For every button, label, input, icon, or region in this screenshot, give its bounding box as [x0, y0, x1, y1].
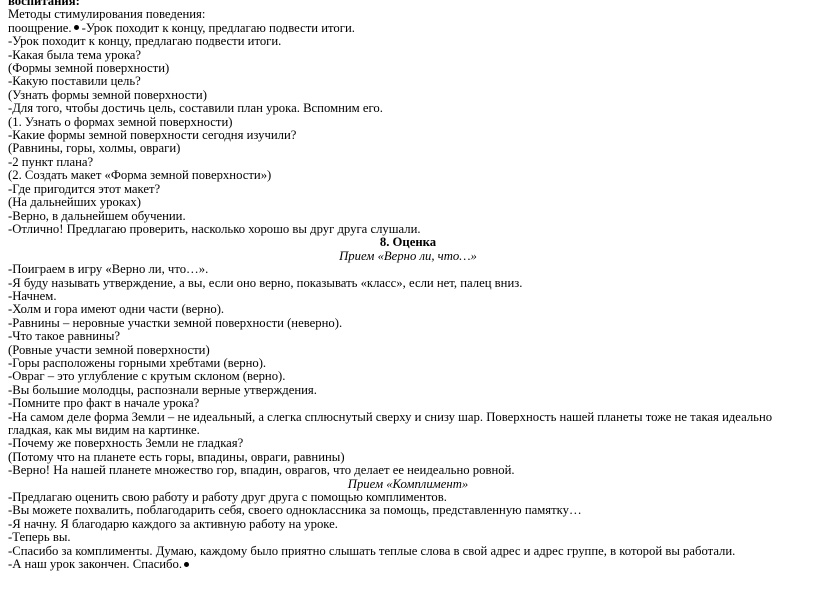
- text-line: -Что такое равнины?: [8, 329, 121, 344]
- text-line: -Горы расположены горными хребтами (верно).: [8, 355, 267, 370]
- text-line: -Равнины – неровные участки земной поверхности (неверно).: [8, 315, 343, 330]
- text-line: Методы стимулирования поведения:: [8, 7, 206, 22]
- bullet-icon: [184, 562, 189, 567]
- text-line: [8, 22, 808, 35]
- text-fragment: -Урок походит к концу, предлагаю подвести итоги.: [81, 20, 355, 35]
- text-fragment: поощрение.: [8, 20, 72, 35]
- text-line: -Для того, чтобы достичь цель, составили план урока. Вспомним его.: [8, 101, 383, 116]
- text-line: (1. Узнать о формах земной поверхности): [8, 114, 233, 129]
- text-line: -Верно, в дальнейшем обучении.: [8, 208, 186, 223]
- text-line: -Холм и гора имеют одни части (верно).: [8, 302, 225, 317]
- text-line: -Какую поставили цель?: [8, 74, 141, 89]
- text-line: -Урок походит к концу, предлагаю подвести итоги.: [8, 34, 282, 49]
- text-line: -Помните про факт в начале урока?: [8, 396, 200, 411]
- text-line: -Вы можете похвалить, поблагодарить себя, своего одноклассника за помощь, представленную памятку…: [8, 503, 582, 518]
- text-line: -Я начну. Я благодарю каждого за активную работу на уроке.: [8, 516, 338, 531]
- text-line: [8, 558, 808, 571]
- text-line: -Спасибо за комплименты. Думаю, каждому было приятно слышать теплые слова в свой адрес и адрес группе, в которой вы работали.: [8, 543, 736, 558]
- section-heading: 8. Оценка: [379, 235, 437, 250]
- text-line: -Верно! На нашей планете множество гор, впадин, оврагов, что делает ее неидеально ровной.: [8, 463, 515, 478]
- text-fragment: -А наш урок закончен. Спасибо.: [8, 557, 183, 572]
- subsection-heading: Прием «Верно ли, что…»: [339, 248, 477, 263]
- text-line: (Потому что на планете есть горы, впадины, овраги, равнины): [8, 449, 345, 464]
- subsection-heading: Прием «Комплимент»: [347, 476, 469, 491]
- text-line: (2. Создать макет «Форма земной поверхности»): [8, 168, 272, 183]
- text-line: -Отлично! Предлагаю проверить, насколько хорошо вы друг друга слушали.: [8, 221, 421, 236]
- text-line: -На самом деле форма Земли – не идеальный, а слегка сплюснутый сверху и снизу шар. Поверхность нашей планеты тоже не такая идеально гладкая, как мы видим на картинке.: [8, 409, 773, 437]
- bullet-icon: [74, 25, 79, 30]
- text-line: -Я буду называть утверждение, а вы, если оно верно, показывать «класс», если нет, палец вниз.: [8, 275, 523, 290]
- text-line: (Формы земной поверхности): [8, 61, 170, 76]
- text-line: (Узнать формы земной поверхности): [8, 87, 207, 102]
- text-line: (Равнины, горы, холмы, овраги): [8, 141, 181, 156]
- text-line: (Ровные участи земной поверхности): [8, 342, 210, 357]
- text-line: -Овраг – это углубление с крутым склоном (верно).: [8, 369, 286, 384]
- text-line: (На дальнейших уроках): [8, 195, 141, 210]
- text-line: -Какие формы земной поверхности сегодня изучили?: [8, 128, 297, 143]
- text-line: -Вы большие молодцы, распознали верные утверждения.: [8, 382, 317, 397]
- section-heading-fragment: воспитания:: [8, 0, 80, 8]
- text-line: -Предлагаю оценить свою работу и работу друг друга с помощью комплиментов.: [8, 490, 447, 505]
- text-line: -2 пункт плана?: [8, 154, 94, 169]
- text-line: -Теперь вы.: [8, 530, 71, 545]
- text-line: -Начнем.: [8, 288, 57, 303]
- text-line: -Где пригодится этот макет?: [8, 181, 161, 196]
- document-page: [8, 0, 808, 571]
- text-line: -Почему же поверхность Земли не гладкая?: [8, 436, 244, 451]
- text-line: -Какая была тема урока?: [8, 47, 142, 62]
- text-line: -Поиграем в игру «Верно ли, что…».: [8, 262, 209, 277]
